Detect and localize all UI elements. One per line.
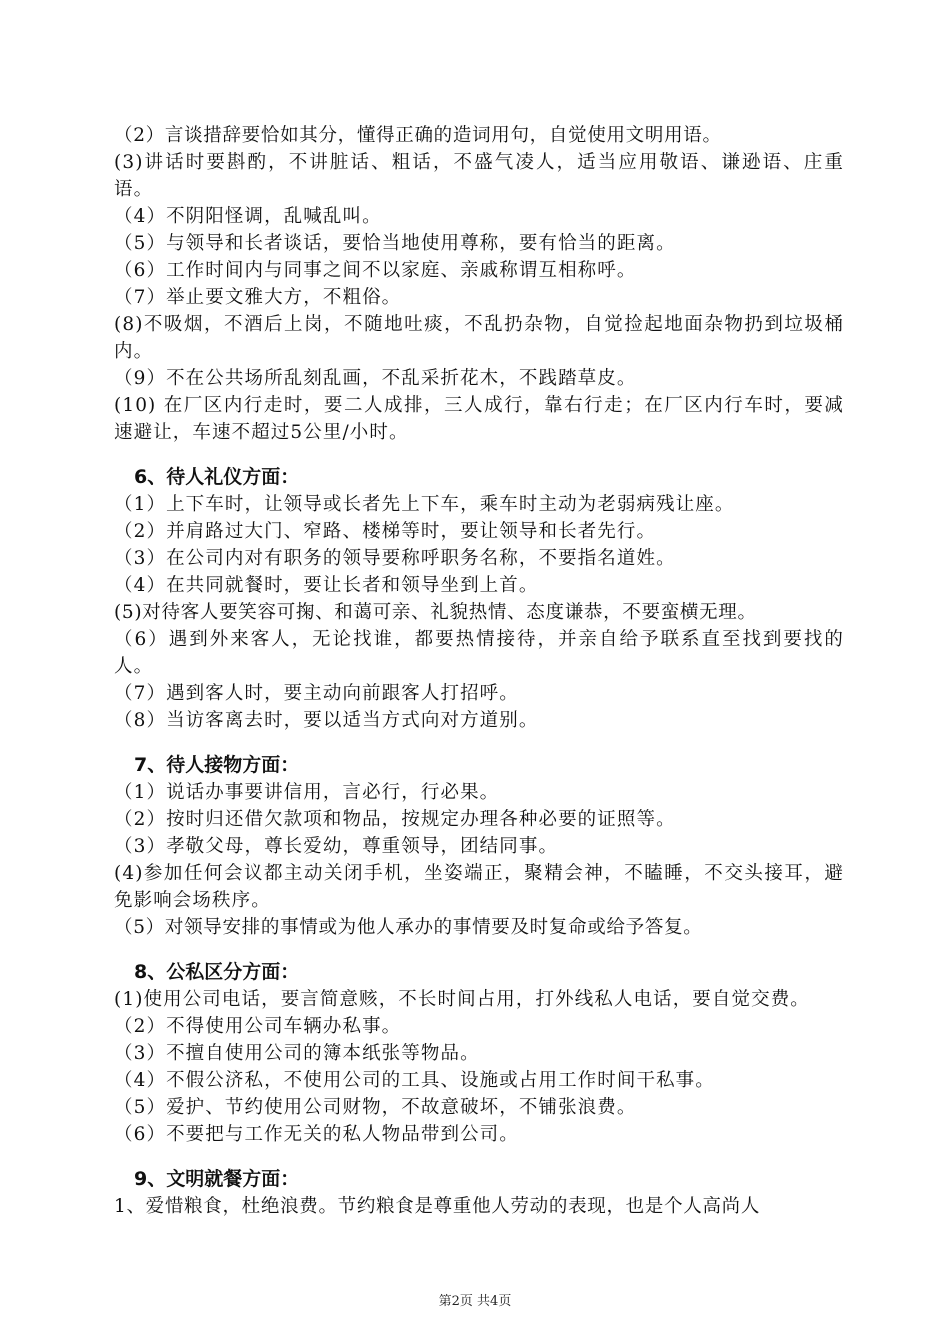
list-item: （3）不擅自使用公司的簿本纸张等物品。 — [114, 1043, 480, 1064]
document-body — [114, 122, 844, 1220]
list-item: （7）遇到客人时，要主动向前跟客人打招呼。 — [114, 683, 519, 704]
list-item: （5）对领导安排的事情或为他人承办的事情要及时复命或给予答复。 — [114, 917, 703, 938]
section-etiquette — [114, 464, 844, 734]
list-item: （2）言谈措辞要恰如其分，懂得正确的造词用句，自觉使用文明用语。 — [114, 125, 722, 146]
list-item: （1）上下车时，让领导或长者先上下车，乘车时主动为老弱病残让座。 — [114, 494, 735, 515]
section-dealing-with-people — [114, 752, 844, 941]
list-item: （7）举止要文雅大方，不粗俗。 — [114, 287, 402, 308]
list-item: （3）孝敬父母，尊长爱幼，尊重领导，团结同事。 — [114, 836, 559, 857]
list-item: (3)讲话时要斟酌，不讲脏话、粗话，不盛气凌人，适当应用敬语、谦逊语、庄重语。 — [114, 152, 844, 200]
section-heading: 6、待人礼仪方面： — [134, 466, 300, 488]
list-item: （6）不要把与工作无关的私人物品带到公司。 — [114, 1124, 519, 1145]
list-item: （2）并肩路过大门、窄路、楼梯等时，要让领导和长者先行。 — [114, 521, 657, 542]
list-item: （4）在共同就餐时，要让长者和领导坐到上首。 — [114, 575, 539, 596]
list-item: （8）当访客离去时，要以适当方式向对方道别。 — [114, 710, 539, 731]
list-item: （3）在公司内对有职务的领导要称呼职务名称，不要指名道姓。 — [114, 548, 676, 569]
section-heading: 8、公私区分方面： — [134, 961, 300, 983]
section-heading: 9、文明就餐方面： — [134, 1168, 300, 1190]
section-public-private — [114, 959, 844, 1148]
list-item: (5)对待客人要笑容可掬、和蔼可亲、礼貌热情、态度谦恭，不要蛮横无理。 — [114, 602, 757, 623]
list-item: (1)使用公司电话，要言简意赅，不长时间占用，打外线私人电话，要自觉交费。 — [114, 989, 810, 1010]
list-item: （6）工作时间内与同事之间不以家庭、亲戚称谓互相称呼。 — [114, 260, 637, 281]
list-item: （5）爱护、节约使用公司财物，不故意破坏，不铺张浪费。 — [114, 1097, 637, 1118]
list-item: (10) 在厂区内行走时，要二人成排，三人成行，靠右行走；在厂区内行车时，要减速避让，车速不超过5公里/小时。 — [114, 395, 844, 443]
list-item: （5）与领导和长者谈话，要恰当地使用尊称，要有恰当的距离。 — [114, 233, 676, 254]
list-item: （1）说话办事要讲信用，言必行，行必果。 — [114, 782, 500, 803]
section-dining — [114, 1166, 844, 1220]
section-speech-conduct — [114, 122, 844, 446]
page-number-footer: 第2页 共4页 — [438, 1294, 512, 1309]
list-item: （4）不阴阳怪调，乱喊乱叫。 — [114, 206, 382, 227]
section-heading: 7、待人接物方面： — [134, 754, 300, 776]
list-item: (4)参加任何会议都主动关闭手机，坐姿端正，聚精会神，不瞌睡，不交头接耳，避免影响会场秩序。 — [114, 863, 844, 911]
list-item: （4）不假公济私，不使用公司的工具、设施或占用工作时间干私事。 — [114, 1070, 715, 1091]
list-item: （2）不得使用公司车辆办私事。 — [114, 1016, 402, 1037]
list-item: （2）按时归还借欠款项和物品，按规定办理各种必要的证照等。 — [114, 809, 676, 830]
list-item: （6）遇到外来客人，无论找谁，都要热情接待，并亲自给予联系直至找到要找的人。 — [114, 629, 844, 677]
list-item: (8)不吸烟，不酒后上岗，不随地吐痰，不乱扔杂物，自觉捡起地面杂物扔到垃圾桶内。 — [114, 314, 844, 362]
list-item: （9）不在公共场所乱刻乱画，不乱采折花木，不践踏草皮。 — [114, 368, 637, 389]
list-item: 1、爱惜粮食，杜绝浪费。节约粮食是尊重他人劳动的表现，也是个人高尚人 — [114, 1196, 761, 1217]
